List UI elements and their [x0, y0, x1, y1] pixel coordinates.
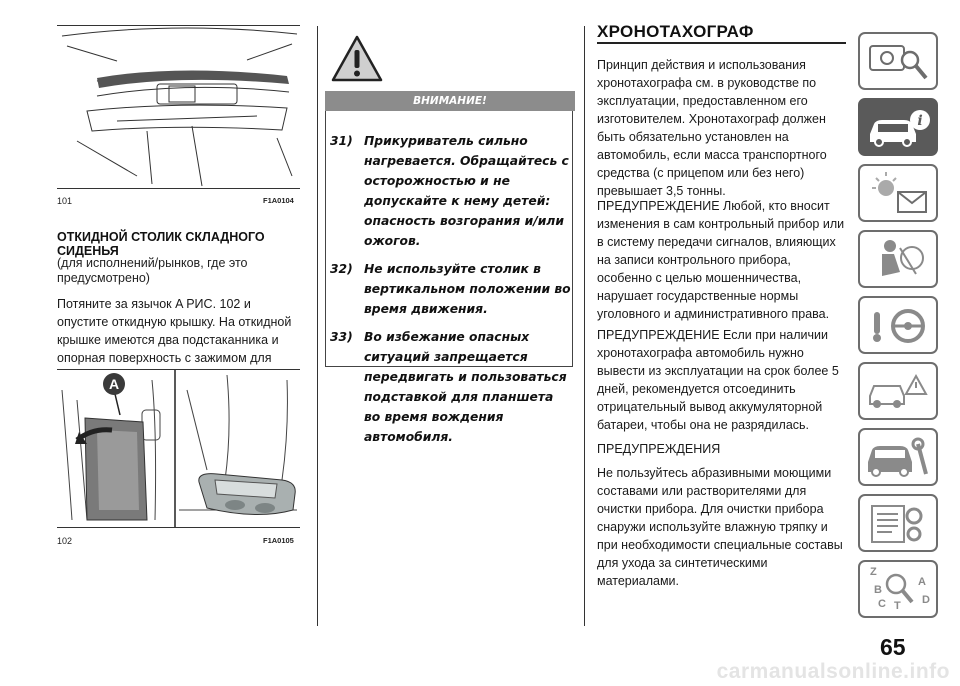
tab-index[interactable]	[858, 560, 938, 618]
paragraph-1: Принцип действия и использования хронотахографа см. в руководстве по эксплуатации, предоставленном его изготовителем. Хронотахограф должен быть обязательно установлен на автомобиль, если масса транспортного средства (с прицепом или без него) превышает 3,5 тонны.	[597, 58, 827, 198]
warning-list	[330, 131, 572, 455]
warning-item-text: Во избежание опасных ситуаций запрещается передвигать и пользоваться подставкой для планшета во время вождения автомобиля.	[364, 330, 567, 444]
tab-safety[interactable]	[858, 230, 938, 288]
column-divider-2	[584, 26, 585, 626]
section-subtitle: (для исполнений/рынков, где это предусмотрено)	[57, 256, 248, 285]
paragraph-4-heading: ПРЕДУПРЕЖДЕНИЯ	[597, 442, 721, 456]
column-divider-1	[317, 26, 318, 626]
tab-technical-data[interactable]	[858, 494, 938, 552]
tab-maintenance[interactable]	[858, 428, 938, 486]
index-letter: Z	[870, 566, 877, 578]
index-letter: A	[918, 576, 926, 588]
svg-text:i: i	[917, 113, 923, 129]
callout-a-badge: A	[103, 373, 125, 395]
warning-item-number: 31)	[330, 134, 353, 148]
warning-item-text: Не используйте столик в вертикальном положении во время движения.	[364, 262, 571, 316]
warning-item-number: 32)	[330, 262, 353, 276]
tab-car-info[interactable]	[858, 98, 938, 156]
paragraph-2: ПРЕДУПРЕЖДЕНИЕ Любой, кто вносит изменения в сам контрольный прибор или в систему передачи сигналов, влияющих на записи контрольного прибора, особенно с целью мошенничества, нарушает государственные нормы уголовного и административного права.	[597, 199, 845, 321]
car-info-icon	[860, 100, 936, 154]
index-letter: D	[922, 594, 930, 606]
warning-lights-icon	[860, 166, 936, 220]
figure-102-number: 102	[57, 536, 73, 546]
paragraph-5: Не пользуйтесь абразивными моющими составами или растворителями для очистки прибора. Для очистки прибора снаружи используйте влажную тряпку и при необходимости специальные составы для ухода за синтетическими материалами.	[597, 466, 843, 588]
tab-warning-lights[interactable]	[858, 164, 938, 222]
index-letter: T	[894, 600, 901, 612]
warning-item	[330, 327, 572, 447]
breakdown-icon	[860, 364, 936, 418]
figure-101-code: F1A0104	[263, 196, 294, 205]
index-letter: B	[874, 584, 882, 596]
tab-dashboard[interactable]	[858, 32, 938, 90]
figure-101-number: 101	[57, 196, 73, 206]
section-title: ОТКИДНОЙ СТОЛИК СКЛАДНОГО СИДЕНЬЯ	[57, 230, 265, 258]
dashboard-search-icon	[860, 34, 936, 88]
figure-102-code: F1A0105	[263, 536, 294, 545]
figure-102-image	[57, 370, 300, 527]
chapter-title: ХРОНОТАХОГРАФ	[597, 22, 754, 41]
section-paragraph: Потяните за язычок A РИС. 102 и опустите откидную крышку. На откидной крышке имеются два подстаканника и опорная поверхность с зажимом для	[57, 297, 292, 365]
figure-101-image	[57, 26, 300, 188]
figure-101-rule	[57, 188, 300, 189]
figure-102-bottom-rule	[57, 527, 300, 528]
airbag-seat-icon	[860, 232, 936, 286]
tab-emergency[interactable]	[858, 362, 938, 420]
warning-item-number: 33)	[330, 330, 353, 344]
warning-item	[330, 259, 572, 319]
chapter-title-underline	[597, 42, 846, 44]
warning-item-text: Прикуриватель сильно нагревается. Обращайтесь с осторожностью и не допускайте к нему детей: опасность возгорания и/или ожогов.	[364, 134, 569, 248]
tab-driving[interactable]	[858, 296, 938, 354]
index-letter: C	[878, 598, 886, 610]
paragraph-3: ПРЕДУПРЕЖДЕНИЕ Если при наличии хронотахографа автомобиль нужно вывести из эксплуатации на срок более 5 дней, рекомендуется отсоединить отрицательный вывод аккумуляторной батареи, чтобы она не разрядилась.	[597, 328, 839, 432]
steering-wheel-icon	[860, 298, 936, 352]
warning-item	[330, 131, 572, 251]
warning-header: ВНИМАНИЕ!	[325, 91, 575, 111]
technical-data-icon	[860, 496, 936, 550]
watermark: carmanualsonline.info	[716, 660, 950, 683]
warning-triangle-icon	[331, 34, 383, 84]
car-maintenance-icon	[860, 430, 936, 484]
page-number: 65	[880, 634, 906, 660]
